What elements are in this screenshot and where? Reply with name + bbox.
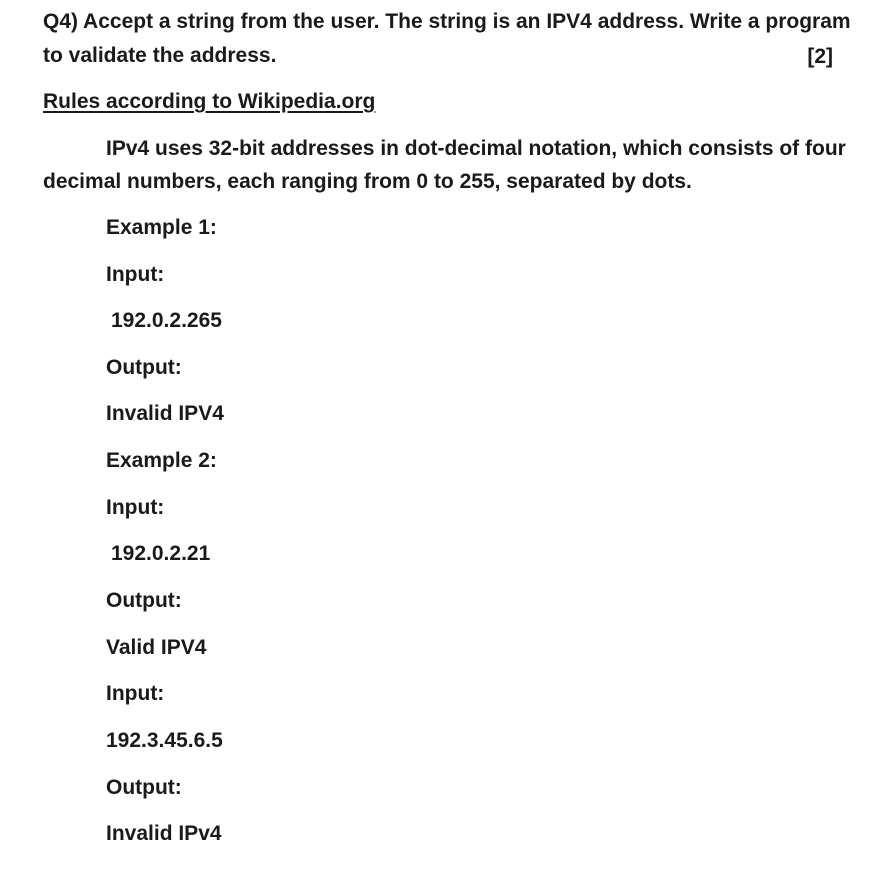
example-1-heading: Example 1: <box>106 216 217 239</box>
example-3-input-value: 192.3.45.6.5 <box>106 729 223 752</box>
example-1-input-value: 192.0.2.265 <box>111 309 222 332</box>
rules-paragraph-line-2: decimal numbers, each ranging from 0 to 255, separated by dots. <box>43 170 692 193</box>
example-1-output-value: Invalid IPV4 <box>106 402 224 425</box>
example-3-input-label: Input: <box>106 682 165 705</box>
example-2-output-label: Output: <box>106 589 182 612</box>
example-2-heading: Example 2: <box>106 449 217 472</box>
example-2-output-value: Valid IPV4 <box>106 636 207 659</box>
example-2-input-label: Input: <box>106 496 165 519</box>
example-1-output-label: Output: <box>106 356 182 379</box>
example-3-output-label: Output: <box>106 776 182 799</box>
question-line-1: Q4) Accept a string from the user. The string is an IPV4 address. Write a program <box>43 10 851 33</box>
rules-paragraph-line-1: IPv4 uses 32-bit addresses in dot-decimal notation, which consists of four <box>106 137 846 160</box>
question-line-2: to validate the address. <box>43 44 277 67</box>
example-2-input-value: 192.0.2.21 <box>111 542 211 565</box>
rules-heading: Rules according to Wikipedia.org <box>43 90 376 113</box>
question-marks: [2] <box>807 45 833 68</box>
example-1-input-label: Input: <box>106 263 165 286</box>
example-3-output-value: Invalid IPv4 <box>106 822 222 845</box>
